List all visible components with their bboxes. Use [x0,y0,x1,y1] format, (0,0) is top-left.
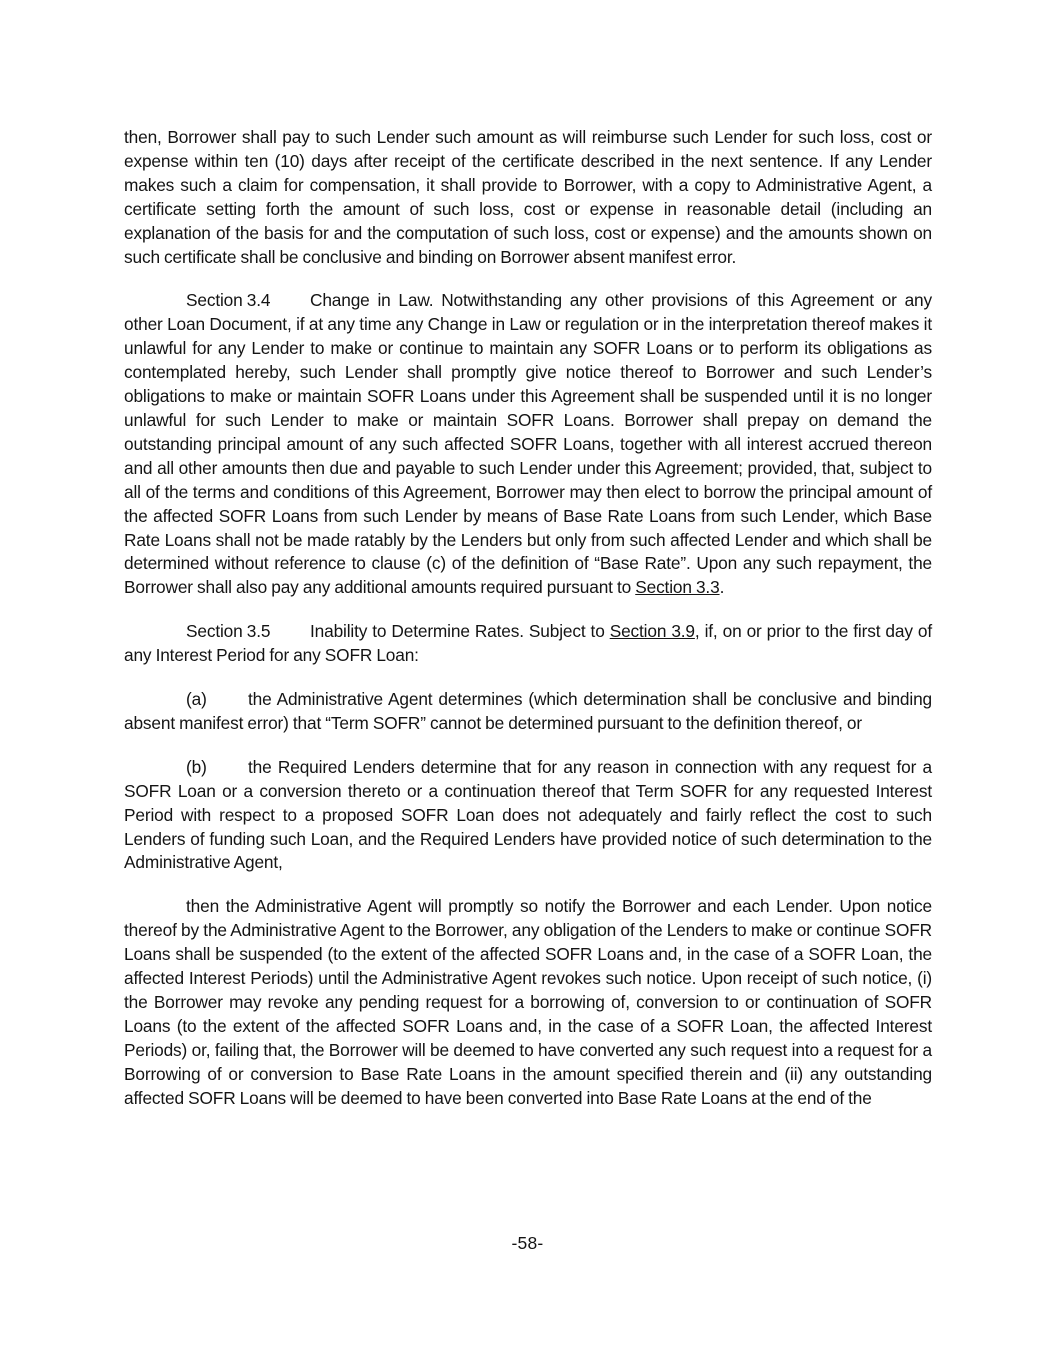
clause-a [124,688,932,736]
section-3-5-number: Section 3.5 [186,621,271,642]
clause-a-label: (a) [186,689,207,710]
section-3-3-link[interactable]: Section 3.3 [635,577,720,598]
document-body [124,126,932,1131]
clause-b [124,756,932,876]
section-3-4-end: . [719,577,725,598]
clause-a-text: the Administrative Agent determines (which determination shall be conclusive and binding absent manifest error) that “Term SOFR” cannot be determined pursuant to the definition thereof, or [124,689,932,733]
section-3-5 [124,620,932,668]
section-3-4 [124,289,932,600]
section-3-4-body: Change in Law. Notwithstanding any other provisions of this Agreement or any other Loan Document, if at any time any Change in Law or regulation or in the interpretation thereof makes it unlawful for any Lender to make or continue to maintain any SOFR Loans or to perform its obligations as contemplated hereby, such Lender shall promptly give notice thereof to Borrower and such Lender’s obligations to make or maintain SOFR Loans under this Agreement shall be suspended until it is no longer unlawful for such Lender to make or maintain SOFR Loans. Borrower shall prepay on demand the outstanding principal amount of any such affected SOFR Loans, together with all interest accrued thereon and all other amounts then due and payable to such Lender under this Agreement; provided, that, subject to all of the terms and conditions of this Agreement, Borrower may then elect to borrow the principal amount of the affected SOFR Loans from such Lender by means of Base Rate Loans from such Lender, which Base Rate Loans shall not be made ratably by the Lenders but only from such affected Lender and which shall be determined without reference to clause (c) of the definition of “Base Rate”. Upon any such repayment, the Borrower shall also pay any additional amounts required pursuant to [124,290,932,598]
paragraph-continuation: then, Borrower shall pay to such Lender such amount as will reimburse such Lender for such loss, cost or expense within ten (10) days after receipt of the certificate described in the next sentence. If any Lender makes such a claim for compensation, it shall provide to Borrower, with a copy to Administrative Agent, a certificate setting forth the amount of such loss, cost or expense in reasonable detail (including an explanation of the basis for and the computation of such loss, cost or expense) and the amounts shown on such certificate shall be conclusive and binding on Borrower absent manifest error. [124,127,932,267]
section-3-4-number: Section 3.4 [186,290,271,311]
section-3-5-body-start: Inability to Determine Rates. Subject to [310,621,610,642]
clause-b-label: (b) [186,756,207,777]
section-3-5-body-end: , if, on or prior to the first day of any Interest Period for any SOFR Loan: [124,621,932,666]
paragraph-then: then the Administrative Agent will promptly so notify the Borrower and each Lender. Upon notice thereof by the Administrative Agent to the Borrower, any obligation of the Lenders to make or continue SOFR Loans shall be suspended (to the extent of the affected SOFR Loans and, in the case of a SOFR Loan, the affected Interest Periods) until the Administrative Agent revokes such notice. Upon receipt of such notice, (i) the Borrower may revoke any pending request for a borrowing of, conversion to or continuation of SOFR Loans (to the extent of the affected SOFR Loans and, in the case of a SOFR Loan, the affected Interest Periods) or, failing that, the Borrower will be deemed to have converted any such request into a request for a Borrowing of or conversion to Base Rate Loans in the amount specified therein and (ii) any outstanding affected SOFR Loans will be deemed to have been converted into Base Rate Loans at the end of the [124,896,932,1108]
section-3-9-link[interactable]: Section 3.9 [609,621,695,642]
clause-b-text: the Required Lenders determine that for any reason in connection with any request for a SOFR Loan or a conversion thereto or a continuation thereof that Term SOFR for any requested Interest Period with respect to a proposed SOFR Loan does not adequately and fairly reflect the cost to such Lenders of funding such Loan, and the Required Lenders have provided notice of such determination to the Administrative Agent, [124,756,932,873]
page-number: -58- [511,1233,544,1253]
